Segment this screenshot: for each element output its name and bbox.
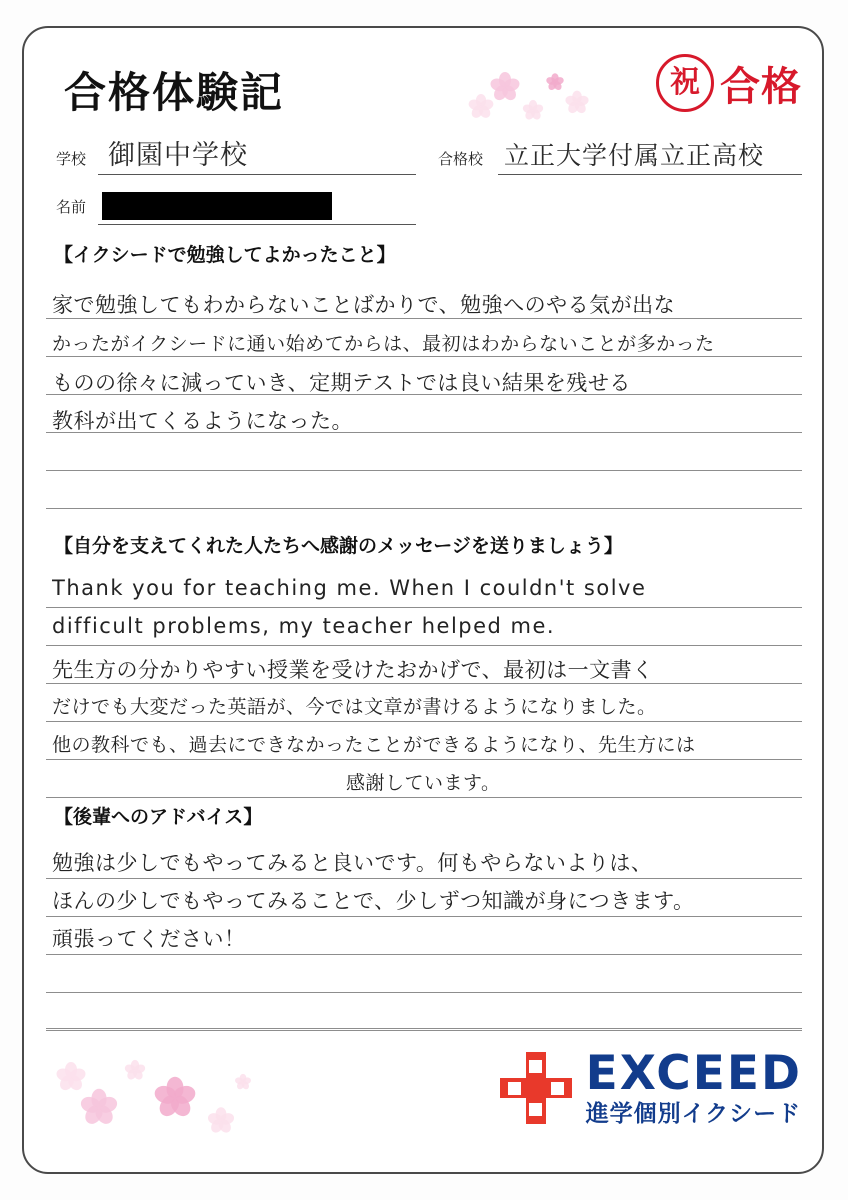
field-underline-accepted-school [498,174,802,175]
rule-line [46,433,802,471]
answer-line: かったがイクシードに通い始めてからは、最初はわからないことが多かった [52,333,715,355]
sakura-flower-icon [208,1106,235,1133]
sakura-flower-icon [490,70,520,100]
rule-line [46,993,802,1031]
answer-line: 頑張ってください！ [52,927,246,951]
answer-area-3 [46,841,802,1031]
sakura-flower-icon [125,1059,146,1080]
form-fields [46,130,802,226]
answer-line: だけでも大変だった英語が、今では文章が書けるようになりました。 [52,696,657,718]
brand-subtitle: 進学個別イクシード [585,1101,802,1127]
section-thank-you-message [46,531,802,798]
field-label-name: 名前 [56,198,87,216]
logo-notch [508,1082,521,1095]
footer-divider [46,1028,802,1029]
sakura-flower-icon [565,89,589,113]
answer-line: 感謝しています。 [346,772,501,794]
celebration-mark [656,54,802,112]
answer-line: 勉強は少しでもやってみると良いです。何もやらないよりは、 [52,851,653,875]
answer-line: ほんの少しでもやってみることで、少しずつ知識が身につきます。 [52,889,695,913]
answer-line: 先生方の分かりやすい授業を受けたおかげで、最初は一文書く [52,658,654,682]
brand-name: EXCEED [585,1046,802,1101]
answer-line: difficult problems, my teacher helped me. [52,614,556,638]
celebration-label: 合格 [720,63,802,110]
sakura-flower-icon [56,1060,86,1090]
logo-notch [551,1082,564,1095]
sakura-decoration-header [466,64,616,124]
answer-line: Thank you for teaching me. When I couldn't solve [52,576,647,600]
document-footer [46,1044,802,1164]
sakura-flower-icon [523,99,544,120]
sakura-flower-icon [235,1073,252,1090]
section-heading-1: 【イクシードで勉強してよかったこと】 [54,244,396,266]
rule-line [46,955,802,993]
sakura-flower-icon [468,92,494,118]
field-value-school: 御園中学校 [108,140,248,171]
sakura-flower-icon [154,1074,196,1116]
name-redaction-block [102,192,332,220]
red-cross-logo-icon [500,1052,572,1124]
section-heading-2: 【自分を支えてくれた人たちへ感謝のメッセージを送りましょう】 [54,535,623,557]
answer-line: ものの徐々に減っていき、定期テストでは良い結果を残せる [52,371,631,395]
field-underline-school [98,174,416,175]
section-heading-3: 【後輩へのアドバイス】 [54,806,263,828]
section-exceed-benefits [46,240,802,509]
answer-area-2 [46,570,802,798]
answer-area-1 [46,281,802,509]
document-header [46,46,802,128]
field-value-accepted-school: 立正大学付属立正高校 [504,141,765,170]
rule-line [46,471,802,509]
answer-line: 教科が出てくるようになった。 [52,409,353,433]
page-title: 合格体験記 [64,68,285,117]
exceed-logo [500,1046,802,1127]
answer-line: 他の教科でも、過去にできなかったことができるようになり、先生方には [52,734,696,756]
congratulation-seal-icon: 祝 [656,54,714,112]
form-content [46,46,802,1156]
field-label-school: 学校 [56,150,87,168]
sakura-decoration-footer [56,1050,276,1150]
sakura-flower-icon [546,72,564,90]
field-underline-name [98,224,416,225]
logo-notch [529,1060,542,1073]
field-label-accepted-school: 合格校 [438,150,484,168]
brand-text [585,1046,802,1127]
field-row-name [46,176,802,226]
sakura-flower-icon [80,1086,118,1124]
answer-line: 家で勉強してもわからないことばかりで、勉強へのやる気が出な [52,293,676,317]
section-advice [46,802,802,1031]
field-row-school [46,130,802,176]
logo-notch [529,1103,542,1116]
